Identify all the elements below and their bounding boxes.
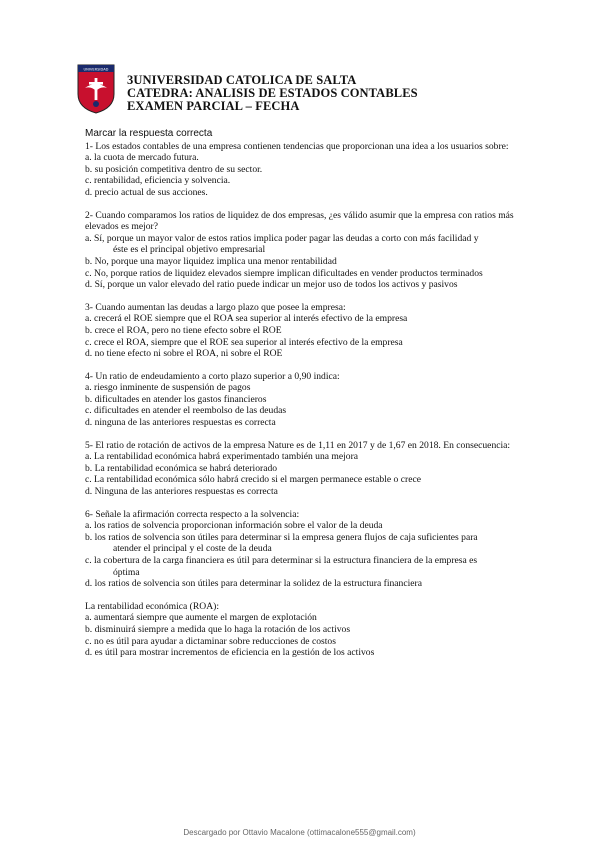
answer-option[interactable] — [85, 382, 525, 394]
question-block — [85, 302, 525, 360]
question-list — [85, 141, 525, 659]
option-text: d. ninguna de las anteriores respuestas es correcta — [85, 417, 276, 429]
answer-option[interactable] — [85, 405, 525, 417]
question-text: 6- Señale la afirmación correcta respecto a la solvencia: — [85, 508, 300, 520]
question-spacer — [85, 429, 525, 440]
answer-option[interactable] — [85, 612, 525, 624]
answer-option[interactable] — [85, 463, 525, 475]
question-text: 1- Los estados contables de una empresa contienen tendencias que proporcionan una idea a los usuarios sobre: — [85, 140, 509, 152]
answer-option[interactable] — [85, 348, 525, 360]
option-text: c. La rentabilidad económica sólo habrá crecido si el margen permanece estable o crece — [85, 474, 421, 486]
answer-option[interactable] — [85, 578, 525, 590]
question-block — [85, 601, 525, 659]
download-footer: Descargado por Ottavio Macalone (ottimacalone555@gmail.com) — [183, 828, 416, 837]
option-text: c. dificultades en atender el reembolso de las deudas — [85, 405, 287, 417]
answer-option[interactable] — [85, 394, 525, 406]
option-text: a. riesgo inminente de suspensión de pagos — [85, 382, 251, 394]
answer-option[interactable] — [85, 187, 525, 199]
option-text: b. disminuirá siempre a medida que lo haga la rotación de los activos — [85, 623, 351, 635]
question-block — [85, 509, 525, 590]
question-text: 5- El ratio de rotación de activos de la empresa Nature es de 1,11 en 2017 y de 1,67 en 2018. En consecuencia: — [85, 439, 511, 451]
option-text: c. rentabilidad, eficiencia y solvencia. — [85, 175, 231, 187]
option-text: d. los ratios de solvencia son útiles para determinar la solidez de la estructura financiera — [85, 578, 422, 590]
option-list — [85, 233, 525, 291]
option-text-continued: éste es el principal objetivo empresarial — [113, 244, 266, 256]
option-text: a. los ratios de solvencia proporcionan información sobre el valor de la deuda — [85, 520, 383, 532]
header-catedra: CATEDRA: ANALISIS DE ESTADOS CONTABLES — [127, 86, 418, 100]
option-list — [85, 612, 525, 658]
option-text: b. dificultades en atender los gastos financieros — [85, 393, 267, 405]
option-text: a. aumentará siempre que aumente el margen de explotación — [85, 612, 317, 624]
answer-option[interactable] — [85, 313, 525, 325]
option-text: d. Sí, porque un valor elevado del ratio puede indicar un mejor uso de todos los activos y pasivos — [85, 279, 458, 291]
question-block — [85, 210, 525, 291]
option-text: a. la cuota de mercado futura. — [85, 152, 199, 164]
answer-option[interactable] — [85, 486, 525, 498]
answer-option[interactable] — [85, 268, 525, 280]
option-list — [85, 152, 525, 198]
option-text: b. La rentabilidad económica se habrá deteriorado — [85, 462, 278, 474]
question-spacer — [85, 498, 525, 509]
option-text: a. Sí, porque un mayor valor de estos ratios implica poder pagar las deudas a corto con más facilidad y — [85, 232, 479, 244]
answer-option[interactable] — [85, 175, 525, 187]
question-spacer — [85, 291, 525, 302]
question-text: 2- Cuando comparamos los ratios de liquidez de dos empresas, ¿es válido asumir que la empresa con ratios más elevados es mejor? — [85, 209, 514, 233]
option-text: d. Ninguna de las anteriores respuestas es correcta — [85, 486, 278, 498]
answer-option[interactable] — [85, 417, 525, 429]
option-text: d. no tiene efecto ni sobre el ROA, ni sobre el ROE — [85, 348, 283, 360]
option-text: c. no es útil para ayudar a dictaminar sobre reducciones de costos — [85, 635, 336, 647]
exam-content — [85, 128, 525, 659]
answer-option[interactable] — [85, 164, 525, 176]
option-text: c. No, porque ratios de liquidez elevados siempre implican dificultades en vender productos terminados — [85, 267, 483, 279]
option-list — [85, 313, 525, 359]
answer-option[interactable] — [85, 520, 525, 532]
question-text: 3- Cuando aumentan las deudas a largo plazo que posee la empresa: — [85, 301, 346, 313]
question-text: La rentabilidad económica (ROA): — [85, 600, 219, 612]
option-text: d. es útil para mostrar incrementos de eficiencia en la gestión de los activos — [85, 647, 375, 659]
option-text-continued: óptima — [113, 566, 140, 578]
option-text: d. precio actual de sus acciones. — [85, 186, 208, 198]
answer-option[interactable] — [85, 325, 525, 337]
question-spacer — [85, 199, 525, 210]
option-text: b. su posición competitiva dentro de su sector. — [85, 163, 263, 175]
answer-option[interactable] — [85, 256, 525, 268]
option-list — [85, 451, 525, 497]
answer-option[interactable] — [85, 152, 525, 164]
answer-option[interactable] — [85, 233, 525, 256]
option-text: b. crece el ROA, pero no tiene efecto sobre el ROE — [85, 324, 282, 336]
answer-option[interactable] — [85, 624, 525, 636]
header-university: 3UNIVERSIDAD CATOLICA DE SALTA — [127, 73, 357, 87]
answer-option[interactable] — [85, 647, 525, 659]
answer-option[interactable] — [85, 532, 525, 555]
question-block — [85, 440, 525, 498]
option-text-continued: atender el principal y el coste de la deuda — [113, 543, 272, 555]
header-exam: EXAMEN PARCIAL – FECHA — [127, 99, 300, 113]
question-spacer — [85, 590, 525, 601]
answer-option[interactable] — [85, 337, 525, 349]
option-list — [85, 382, 525, 428]
question-text: 4- Un ratio de endeudamiento a corto plazo superior a 0,90 indica: — [85, 370, 340, 382]
instruction-text: Marcar la respuesta correcta — [85, 128, 213, 139]
option-text: c. la cobertura de la carga financiera es útil para determinar si la estructura financiera de la empresa es — [85, 555, 478, 566]
answer-option[interactable] — [85, 555, 525, 578]
option-text: a. crecerá el ROE siempre que el ROA sea superior al interés efectivo de la empresa — [85, 313, 408, 325]
university-logo — [77, 64, 115, 114]
exam-header — [127, 74, 418, 113]
question-block — [85, 371, 525, 429]
question-spacer — [85, 360, 525, 371]
answer-option[interactable] — [85, 636, 525, 648]
option-text: c. crece el ROA, siempre que el ROE sea superior al interés efectivo de la empresa — [85, 336, 403, 348]
answer-option[interactable] — [85, 451, 525, 463]
answer-option[interactable] — [85, 279, 525, 291]
option-text: b. los ratios de solvencia son útiles para determinar si la empresa genera flujos de caja suficientes para — [85, 531, 478, 543]
logo-text: UNIVERSIDAD — [83, 67, 109, 72]
option-text: b. No, porque una mayor liquidez implica una menor rentabilidad — [85, 255, 337, 267]
question-block — [85, 141, 525, 199]
option-text: a. La rentabilidad económica habrá experimentado también una mejora — [85, 451, 359, 463]
answer-option[interactable] — [85, 474, 525, 486]
option-list — [85, 520, 525, 590]
